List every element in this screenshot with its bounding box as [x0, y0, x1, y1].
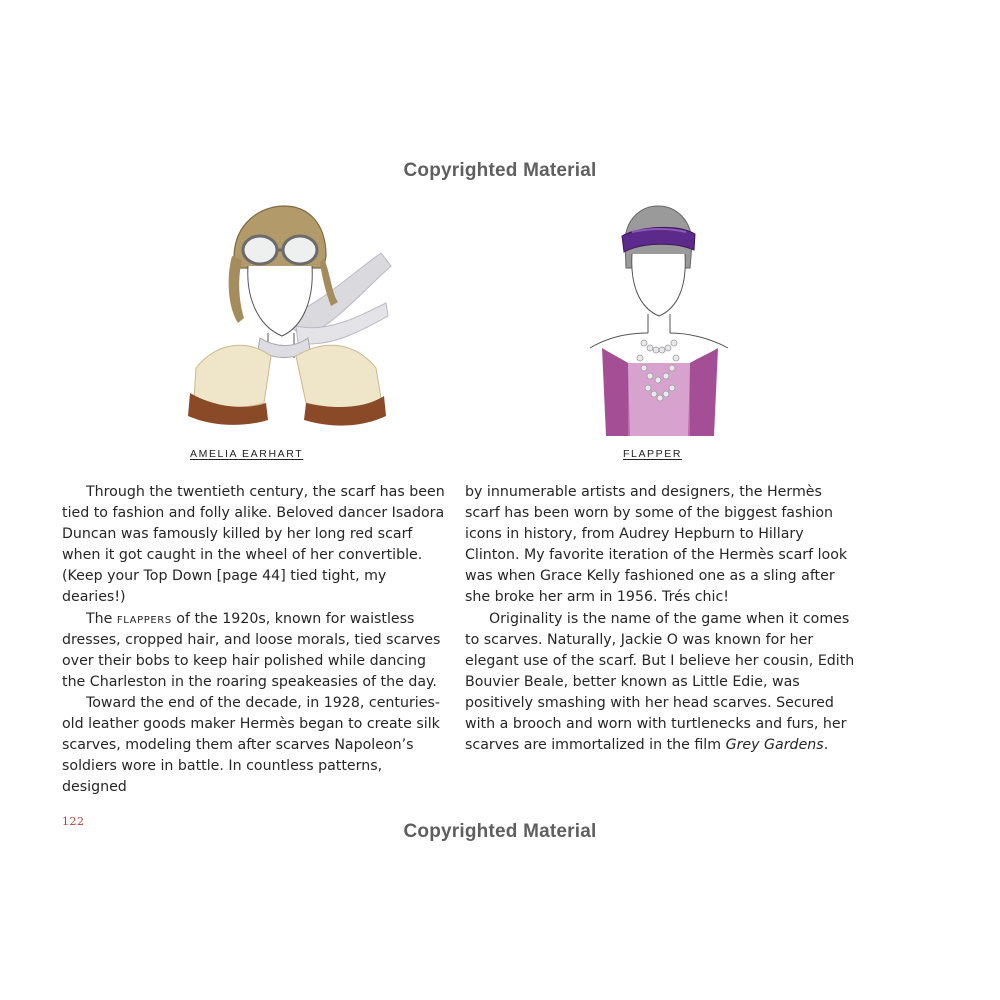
aviator-helmet-scarf-sketch-icon [186, 198, 406, 433]
watermark-bottom: Copyrighted Material [403, 821, 597, 842]
paragraph: The flappers of the 1920s, known for waistless dresses, cropped hair, and loose morals, tied scarves over their bobs to keep hair polished while dancing the Charleston in the roaring speakeasies of the day. [62, 610, 441, 690]
caption-amelia-earhart: AMELIA EARHART [190, 448, 304, 460]
paragraph: by innumerable artists and designers, the Hermès scarf has been worn by some of the biggest fashion icons in history, from Audrey Hepburn to Hillary Clinton. My favorite iteration of the Hermès scarf look was when Grace Kelly fashioned one as a sling after she broke her arm in 1956. Trés chic! [465, 484, 848, 606]
page-number: 122 [62, 815, 85, 828]
small-caps-term: flappers [116, 610, 172, 627]
film-title: Grey Gardens [725, 737, 824, 754]
paragraph: Originality is the name of the game when it comes to scarves. Naturally, Jackie O was known for her elegant use of the scarf. But I believe her cousin, Edith Bouvier Beale, better known as Little Edie, was positively smashing with her head scarves. Secured with a brooch and worn with turtlenecks and furs, her scarves are immortalized in the film Grey Gardens. [465, 610, 855, 754]
paragraph: Toward the end of the decade, in 1928, centuries-old leather goods maker Hermès began to create silk scarves, modeling them after scarves Napoleon’s soldiers wore in battle. In countless patterns, designed [62, 694, 440, 796]
watermark-top: Copyrighted Material [403, 160, 597, 181]
body-column-left [62, 482, 447, 798]
paragraph: Through the twentieth century, the scarf has been tied to fashion and folly alike. Beloved dancer Isadora Duncan was famously killed by her long red scarf when it got caught in the wheel of her convertible. (Keep your Top Down [page 44] tied tight, my dearies!) [62, 484, 445, 606]
body-column-right [465, 482, 855, 756]
caption-flapper: FLAPPER [623, 448, 683, 460]
flapper-headband-pearls-sketch-icon [570, 198, 740, 438]
